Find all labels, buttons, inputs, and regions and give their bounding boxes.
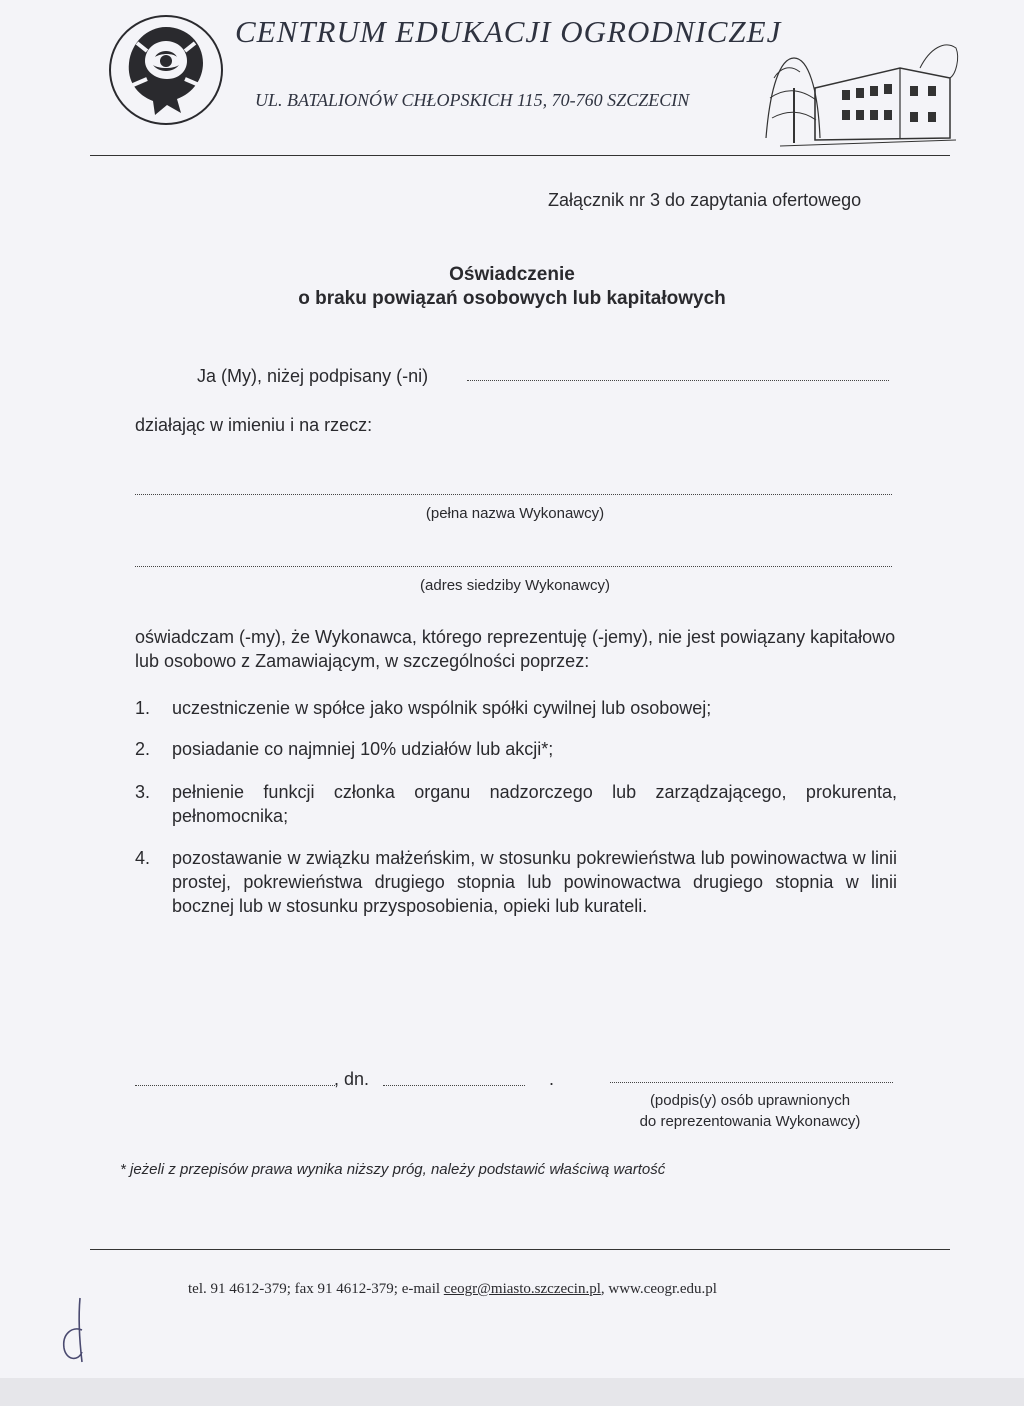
institution-name: CENTRUM EDUKACJI OGRODNICZEJ — [235, 14, 782, 49]
list-item-number: 4. — [135, 848, 151, 868]
contractor-address-field[interactable] — [135, 566, 892, 567]
footnote: * jeżeli z przepisów prawa wynika niższy próg, należy podstawić właściwą wartość — [120, 1161, 666, 1178]
header-divider — [90, 155, 950, 156]
list-item-text: pozostawanie w związku małżeńskim, w stosunku pokrewieństwa lub powinowactwa w linii prostej, pokrewieństwa drugiego stopnia lub powinowactwa drugiego stopnia w linii bocznej lub w stosunku przysposobienia, opieki lub kurateli. — [172, 848, 897, 916]
contact-email-link[interactable]: ceogr@miasto.szczecin.pl — [443, 1281, 601, 1297]
date-separator-dot: . — [549, 1069, 555, 1089]
footer-divider — [90, 1249, 950, 1250]
list-item-number: 2. — [135, 739, 151, 759]
contractor-address-caption: (adres siedziby Wykonawcy) — [420, 577, 610, 594]
place-field[interactable] — [135, 1085, 335, 1086]
signatory-label: Ja (My), niżej podpisany (-ni) — [197, 366, 429, 386]
signature-caption-line2: do reprezentowania Wykonawcy) — [639, 1113, 861, 1130]
signature-caption-line1: (podpis(y) osób uprawnionych — [649, 1092, 851, 1109]
document-subtitle: o braku powiązań osobowych lub kapitałowych — [298, 288, 726, 309]
handwritten-mark-icon — [50, 1290, 100, 1370]
rose-logo-icon — [107, 13, 225, 127]
signature-caption — [600, 1090, 900, 1132]
school-building-icon — [760, 28, 960, 153]
footer-contact — [188, 1281, 717, 1298]
list-item-text: pełnienie funkcji członka organu nadzorczego lub zarządzającego, prokurenta, pełnomocnika; — [172, 782, 897, 826]
attachment-label: Załącznik nr 3 do zapytania ofertowego — [548, 190, 862, 210]
date-field[interactable] — [383, 1085, 525, 1086]
contact-phone-fax: tel. 91 4612-379; fax 91 4612-379; e-mail — [188, 1281, 444, 1297]
date-prefix: , dn. — [334, 1069, 370, 1089]
list-item-text: uczestniczenie w spółce jako wspólnik spółki cywilnej lub osobowej; — [172, 698, 712, 718]
contact-website: , www.ceogr.edu.pl — [600, 1281, 717, 1297]
institution-address: UL. BATALIONÓW CHŁOPSKICH 115, 70-760 SZCZECIN — [255, 90, 690, 110]
list-item-number: 1. — [135, 698, 151, 718]
acting-on-behalf-label: działając w imieniu i na rzecz: — [135, 415, 373, 435]
list-item-text: posiadanie co najmniej 10% udziałów lub akcji*; — [172, 739, 554, 759]
signatory-name-field[interactable] — [467, 380, 889, 381]
list-item-number: 3. — [135, 782, 151, 802]
signature-field[interactable] — [610, 1082, 893, 1083]
scan-bottom-edge — [0, 1378, 1024, 1406]
contractor-name-caption: (pełna nazwa Wykonawcy) — [425, 505, 605, 522]
declaration-text: oświadczam (-my), że Wykonawca, którego reprezentuję (-jemy), nie jest powiązany kapitałowo lub osobowo z Zamawiającym, w szczególności poprzez: — [135, 627, 896, 671]
contractor-name-field[interactable] — [135, 494, 892, 495]
document-title: Oświadczenie — [449, 264, 575, 285]
